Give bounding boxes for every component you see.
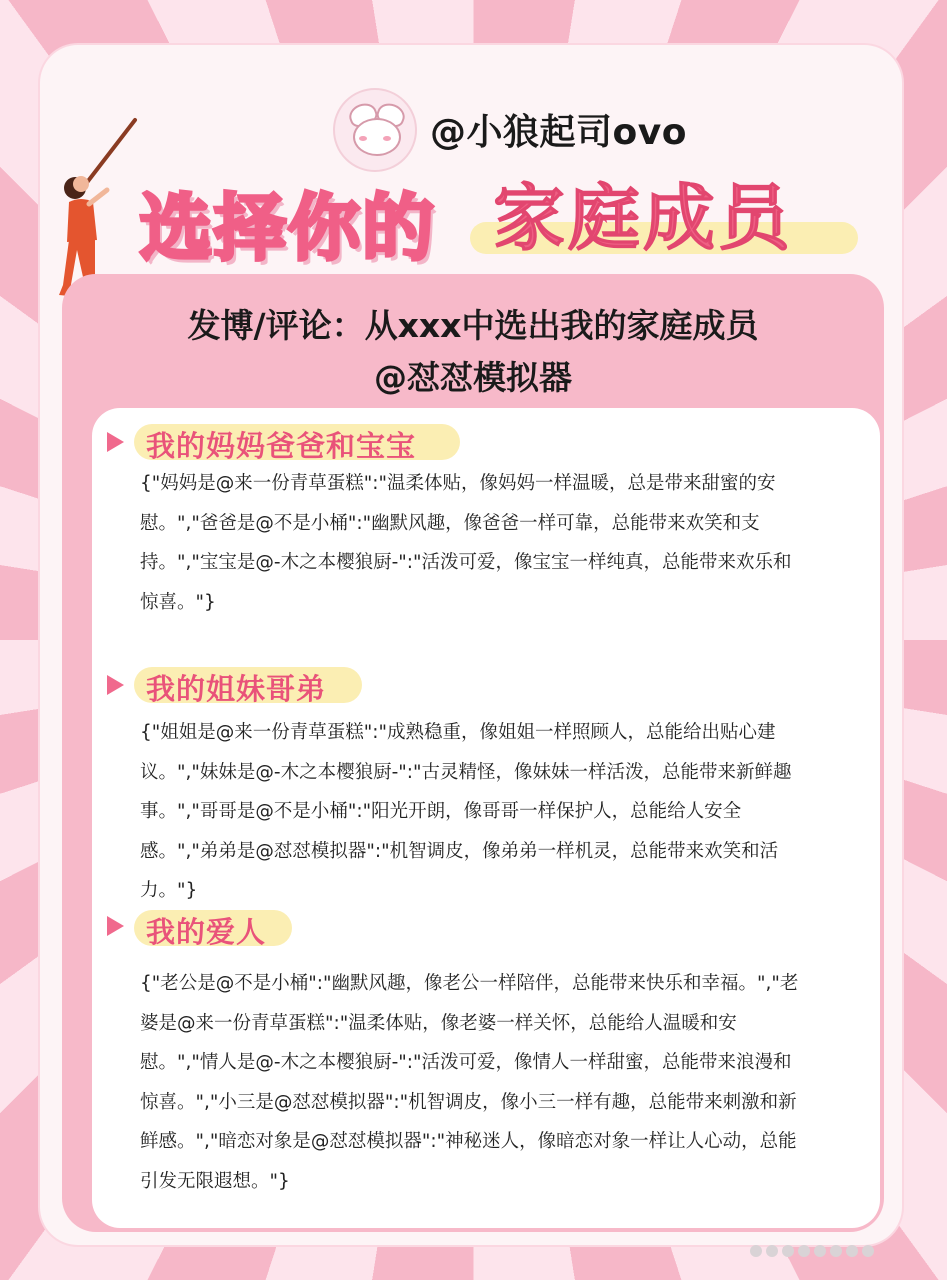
watermark — [750, 1236, 920, 1266]
title-family-members: 家庭成员 — [493, 176, 794, 260]
instruction-line-2: @怼怼模拟器 — [374, 358, 572, 397]
section-text-siblings: {"姐姐是@来一份青草蛋糕":"成熟稳重，像姐姐一样照顾人，总能给出贴心建议。","妹妹是@-木之本樱狼厨-":"古灵精怪，像妹妹一样活泼，总能带来新鲜趣事。","哥哥是@不是小桶":"阳光开朗，像哥哥一样保护人，总能给人安全感。","弟弟是@怼怼模拟器":"机智调皮，像弟弟一样机灵，总能带来欢笑和活力。"} — [140, 722, 792, 901]
section-title-siblings: 我的姐妹哥弟 — [146, 672, 327, 706]
author-handle: @小狼起司ovo — [430, 112, 687, 153]
triangle-bullet-icon — [107, 916, 124, 936]
section-text-lover: {"老公是@不是小桶":"幽默风趣，像老公一样陪伴，总能带来快乐和幸福。","老婆是@来一份青草蛋糕":"温柔体贴，像老婆一样关怀，总能给人温暖和安慰。","情人是@-木之本樱狼厨-":"活泼可爱，像情人一样甜蜜，总能带来浪漫和惊喜。","小三是@怼怼模拟器":"机智调皮，像小三一样有趣，总能带来刺激和新鲜感。","暗恋对象是@怼怼模拟器":"神秘迷人，像暗恋对象一样让人心动，总能引发无限遐想。"} — [140, 973, 799, 1192]
section-text-parents: {"妈妈是@来一份青草蛋糕":"温柔体贴，像妈妈一样温暖，总是带来甜蜜的安慰。","爸爸是@不是小桶":"幽默风趣，像爸爸一样可靠，总能带来欢笑和支持。","宝宝是@-木之本樱狼厨-":"活泼可爱，像宝宝一样纯真，总能带来欢乐和惊喜。"} — [140, 473, 792, 613]
section-title-parents: 我的妈妈爸爸和宝宝 — [146, 429, 417, 463]
title-choose-your: 选择你的 — [140, 186, 437, 270]
triangle-bullet-icon — [107, 432, 124, 452]
triangle-bullet-icon — [107, 675, 124, 695]
avatar — [333, 88, 417, 172]
instruction-text — [62, 300, 884, 404]
section-title-lover: 我的爱人 — [146, 915, 267, 949]
instruction-line-1: 发博/评论：从xxx中选出我的家庭成员 — [187, 306, 759, 345]
